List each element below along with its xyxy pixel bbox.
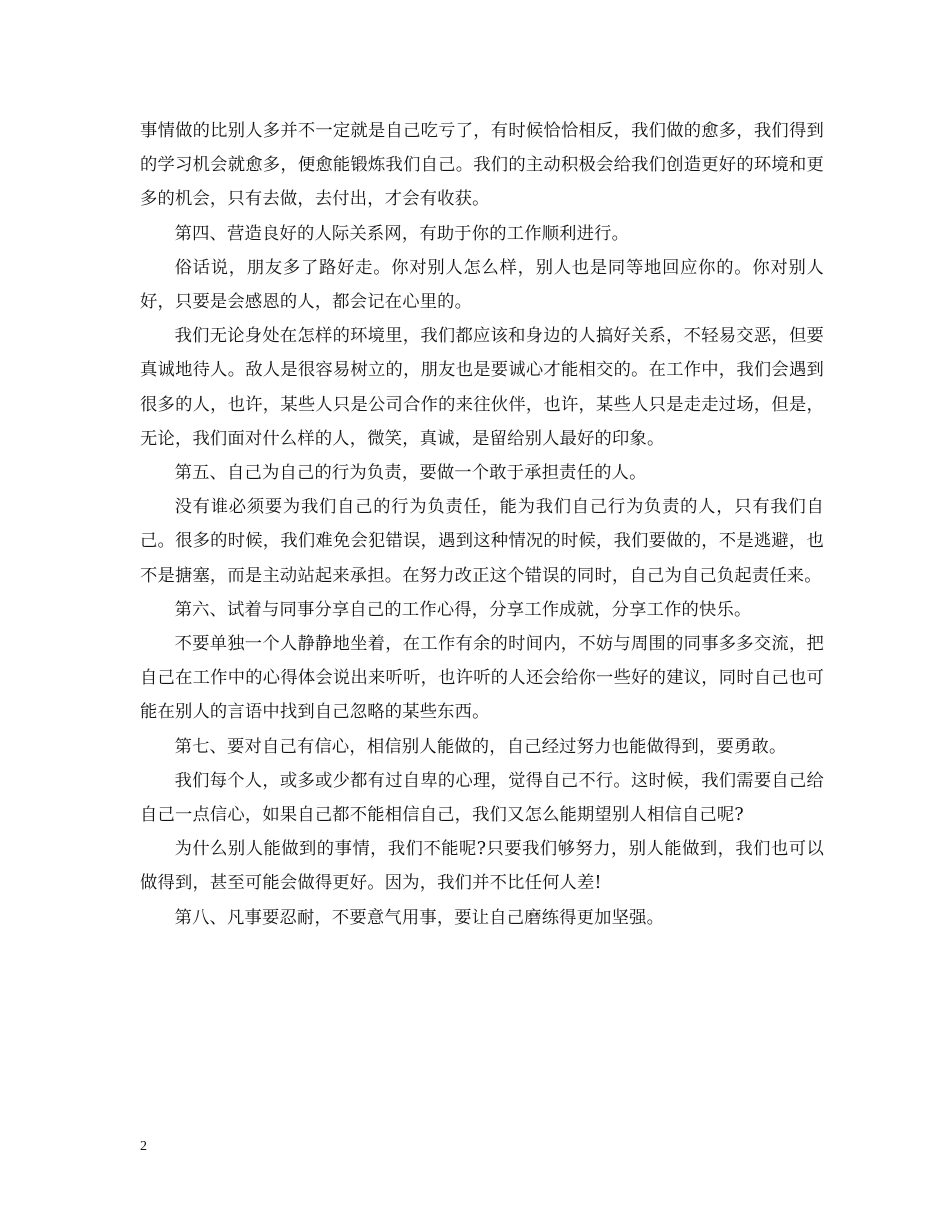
paragraph: 为什么别人能做到的事情，我们不能呢?只要我们够努力，别人能做到，我们也可以做得到，甚至可能会做得更好。因为，我们并不比任何人差! [140, 839, 824, 894]
paragraph: 俗话说，朋友多了路好走。你对别人怎么样，别人也是同等地回应你的。你对别人好，只要是会感恩的人，都会记在心里的。 [140, 257, 824, 313]
section-heading: 第四、营造良好的人际关系网，有助于你的工作顺利进行。 [174, 223, 630, 244]
paragraph: 我们每个人，或多或少都有过自卑的心理，觉得自己不行。这时候，我们需要自己给自己一点信心，如果自己都不能相信自己，我们又怎么能期望别人相信自己呢? [140, 770, 824, 826]
paragraph: 事情做的比别人多并不一定就是自己吃亏了，有时候恰恰相反，我们做的愈多，我们得到的学习机会就愈多，便愈能锻炼我们自己。我们的主动积极会给我们创造更好的环境和更多的机会，只有去做，去付出，才会有收获。 [140, 121, 824, 210]
paragraph: 我们无论身处在怎样的环境里，我们都应该和身边的人搞好关系，不轻易交恶，但要真诚地待人。敌人是很容易树立的，朋友也是要诚心才能相交的。在工作中，我们会遇到很多的人，也许，某些人只是公司合作的来往伙伴，也许，某些人只是走走过场，但是，无论，我们面对什么样的人，微笑，真诚，是留给别人最好的印象。 [140, 326, 824, 449]
page-number: 2 [140, 1139, 147, 1154]
paragraph: 没有谁必须要为我们自己的行为负责任，能为我们自己行为负责的人，只有我们自己。很多的时候，我们难免会犯错误，遇到这种情况的时候，我们要做的，不是逃避，也不是搪塞，而是主动站起来承担。在努力改正这个错误的同时，自己为自己负起责任来。 [140, 497, 824, 586]
section-heading: 第六、试着与同事分享自己的工作心得，分享工作成就，分享工作的快乐。 [174, 599, 752, 620]
section-heading: 第八、凡事要忍耐，不要意气用事，要让自己磨练得更加坚强。 [174, 907, 665, 928]
document-body [140, 114, 824, 935]
section-heading: 第五、自己为自己的行为负责，要做一个敢于承担责任的人。 [174, 463, 647, 484]
paragraph: 不要单独一个人静静地坐着，在工作有余的时间内，不妨与周围的同事多多交流，把自己在工作中的心得体会说出来听听，也许听的人还会给你一些好的建议，同时自己也可能在别人的言语中找到自己忽略的某些东西。 [140, 634, 824, 723]
section-heading: 第七、要对自己有信心，相信别人能做的，自己经过努力也能做得到，要勇敢。 [174, 736, 787, 757]
